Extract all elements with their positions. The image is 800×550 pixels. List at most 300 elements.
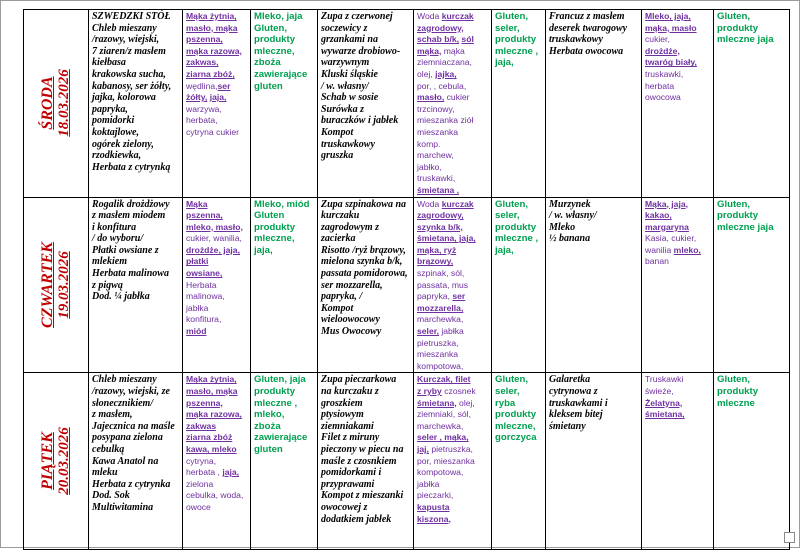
lunch-line: / w. własny/ bbox=[321, 80, 369, 92]
dinner-line: Mleko bbox=[549, 221, 576, 233]
lunch-line: passata pomidorowa, bbox=[321, 268, 408, 280]
allergen-line bbox=[417, 92, 488, 104]
allergen-text: mieszanka bbox=[417, 126, 459, 137]
allergen-line bbox=[186, 115, 247, 127]
lunch-cell bbox=[318, 373, 414, 550]
breakfast-line: ogórek zielony, bbox=[92, 138, 154, 150]
summary-line: gorczyca bbox=[495, 432, 537, 444]
allergen-text: olej, bbox=[456, 397, 475, 408]
allergen-line bbox=[417, 349, 488, 361]
breakfast-line: rzodkiewka, bbox=[92, 150, 142, 162]
summary-line: zboża bbox=[254, 57, 281, 69]
dinner-line: kleksem bitej bbox=[549, 409, 603, 421]
day-row bbox=[24, 197, 790, 373]
allergen-bold: mąka razowa, bbox=[186, 45, 242, 56]
day-date: 18.03.2026 bbox=[56, 69, 72, 137]
breakfast-line: Multiwitamina bbox=[92, 501, 154, 513]
allergen-bold: płatki bbox=[186, 256, 209, 267]
summary-line: Gluten, bbox=[717, 11, 751, 22]
allergen-line bbox=[417, 374, 488, 386]
allergen-bold: mozzarella, bbox=[417, 302, 464, 313]
allergen-line bbox=[186, 444, 247, 456]
allergen-bold: masło, mąka bbox=[186, 386, 238, 396]
dinner-line: Murzynek bbox=[549, 198, 591, 210]
lunch-line: ziemniakami bbox=[321, 420, 374, 432]
allergen-line bbox=[417, 409, 488, 421]
allergen-line bbox=[186, 81, 247, 93]
breakfast-allergens-cell bbox=[183, 197, 251, 373]
summary-line: produkty bbox=[254, 221, 296, 233]
allergen-line bbox=[417, 34, 488, 46]
allergen-line bbox=[645, 23, 710, 35]
allergen-bold: zakwas, bbox=[186, 57, 219, 68]
allergen-line bbox=[186, 23, 247, 35]
summary-line: mleczne jaja bbox=[717, 221, 774, 233]
allergen-bold: mąka razowa, bbox=[186, 409, 242, 420]
allergen-text: komp. bbox=[417, 138, 441, 149]
allergen-line bbox=[417, 291, 488, 303]
allergen-line bbox=[645, 81, 710, 93]
summary-line: Gluten, bbox=[495, 374, 529, 386]
lunch-allergens-cell bbox=[414, 197, 492, 373]
allergen-line bbox=[417, 479, 488, 491]
breakfast-line: pomidorki bbox=[92, 115, 135, 127]
dinner-line: truskawkowy bbox=[549, 34, 603, 46]
allergen-bold: śmietana, bbox=[417, 397, 457, 408]
breakfast-line: papryka, bbox=[92, 103, 128, 115]
day-cell bbox=[24, 197, 89, 373]
breakfast-line: Kawa Anatol na bbox=[92, 455, 159, 467]
allergen-line bbox=[186, 490, 247, 502]
lunch-line: papryka, / bbox=[321, 291, 363, 303]
breakfast-cell bbox=[89, 197, 183, 373]
lunch-allergen-summary-cell bbox=[492, 10, 546, 198]
allergen-line bbox=[186, 374, 247, 386]
allergen-line bbox=[417, 314, 488, 326]
breakfast-line: /razowy, wiejski, ze bbox=[92, 386, 170, 397]
lunch-line: Surówka z bbox=[321, 103, 365, 115]
allergen-bold: kurczak bbox=[441, 198, 474, 209]
allergen-line bbox=[417, 421, 488, 433]
allergen-line bbox=[186, 57, 247, 69]
allergen-bold: drożdże, jaja, bbox=[186, 244, 240, 255]
lunch-allergens-cell bbox=[414, 10, 492, 198]
summary-line: jaja, bbox=[254, 244, 273, 256]
allergen-line bbox=[186, 280, 247, 292]
allergen-line bbox=[417, 115, 488, 127]
allergen-text: por, , cebula, bbox=[417, 80, 467, 91]
allergen-line bbox=[417, 303, 488, 315]
allergen-text: jabłka bbox=[186, 302, 209, 313]
breakfast-line: z masłem miodem bbox=[92, 210, 166, 222]
breakfast-allergen-summary-cell bbox=[251, 197, 318, 373]
breakfast-line: Herbata z cytrynką bbox=[92, 161, 171, 173]
allergen-line bbox=[186, 502, 247, 514]
allergen-bold: żółty, bbox=[186, 92, 208, 103]
allergen-bold: pszenna, bbox=[186, 34, 223, 45]
allergen-line bbox=[417, 432, 488, 444]
allergen-bold: kurczak bbox=[441, 11, 474, 21]
allergen-text: mieszanka bbox=[417, 349, 459, 360]
allergen-text: czosnek bbox=[441, 386, 476, 396]
allergen-bold: brązowy, bbox=[417, 256, 454, 267]
allergen-line bbox=[417, 386, 488, 398]
allergen-text: truskawki, bbox=[645, 68, 684, 79]
allergen-text: papryka, bbox=[417, 291, 453, 302]
summary-line: Mleko, miód bbox=[254, 198, 310, 210]
lunch-allergens-cell bbox=[414, 373, 492, 550]
day-row bbox=[24, 10, 790, 198]
dinner-line: ½ banana bbox=[549, 233, 591, 245]
allergen-line bbox=[417, 233, 488, 245]
allergen-bold: zakwas bbox=[186, 420, 217, 431]
dinner-allergen-summary-cell bbox=[714, 197, 790, 373]
allergen-text: mąka bbox=[441, 45, 465, 56]
lunch-line: wieloowocowy bbox=[321, 314, 380, 326]
dinner-allergen-summary-cell bbox=[714, 373, 790, 550]
lunch-line: dodatkiem jabłek bbox=[321, 513, 392, 525]
allergen-line bbox=[417, 23, 488, 35]
summary-line: produkty bbox=[254, 386, 296, 397]
allergen-bold: ser bbox=[452, 291, 466, 302]
allergen-line bbox=[645, 199, 710, 211]
allergen-line bbox=[186, 69, 247, 81]
allergen-line bbox=[417, 127, 488, 139]
summary-line: seler, bbox=[495, 386, 520, 397]
allergen-bold: jaja, bbox=[209, 92, 227, 103]
breakfast-line: posypana zielona bbox=[92, 432, 163, 444]
lunch-line: Risotto /ryż brązowy, bbox=[321, 244, 406, 256]
allergen-bold: miód bbox=[186, 326, 207, 337]
breakfast-line: słonecznikiem/ bbox=[92, 397, 154, 409]
day-label bbox=[39, 428, 73, 496]
breakfast-cell bbox=[89, 10, 183, 198]
allergen-line bbox=[186, 222, 247, 234]
allergen-line bbox=[417, 185, 488, 197]
allergen-bold: jajka, bbox=[435, 68, 457, 79]
allergen-text: olej, bbox=[417, 68, 436, 79]
allergen-text: szpinak, sól, bbox=[417, 268, 465, 279]
summary-line: zboża bbox=[254, 420, 281, 432]
allergen-bold: kawa, mleko bbox=[186, 443, 237, 454]
allergen-text: pietruszka, bbox=[428, 443, 473, 454]
allergen-bold: schab b/k, bbox=[417, 34, 460, 45]
breakfast-line: SZWEDZKI STÓŁ bbox=[92, 11, 171, 22]
allergen-line bbox=[417, 361, 488, 373]
lunch-line: wywarze drobiowo- bbox=[321, 45, 401, 57]
allergen-line bbox=[417, 69, 488, 81]
allergen-line bbox=[645, 409, 710, 421]
allergen-line bbox=[417, 502, 488, 514]
allergen-text: herbata bbox=[645, 80, 675, 91]
allergen-text: cukier, bbox=[645, 34, 670, 45]
lunch-line: Kompot bbox=[321, 302, 354, 314]
allergen-bold: z ryby bbox=[417, 386, 442, 396]
allergen-line bbox=[417, 514, 488, 526]
allergen-text: świeże, bbox=[645, 386, 674, 396]
breakfast-line: i konfitura bbox=[92, 221, 137, 233]
summary-line: mleczne jaja bbox=[717, 34, 774, 46]
day-date: 20.03.2026 bbox=[56, 427, 72, 496]
summary-line: ryba bbox=[495, 397, 516, 409]
allergen-bold: twaróg biały, bbox=[645, 57, 697, 68]
breakfast-line: z pigwą bbox=[92, 279, 123, 291]
allergen-line bbox=[417, 444, 488, 456]
breakfast-line: z masłem, bbox=[92, 409, 133, 421]
lunch-allergen-summary-cell bbox=[492, 373, 546, 550]
summary-line: zawierające bbox=[254, 68, 308, 80]
breakfast-line: mleku bbox=[92, 467, 118, 479]
allergen-line bbox=[417, 326, 488, 338]
lunch-line: Mus Owocowy bbox=[321, 326, 382, 338]
allergen-bold: masło, bbox=[417, 92, 445, 103]
summary-line: mleczne, bbox=[254, 233, 295, 245]
breakfast-line: kabanosy, ser żółty, bbox=[92, 80, 172, 92]
lunch-line: Filet z miruny bbox=[321, 432, 380, 444]
allergen-bold: zagrodowy, bbox=[417, 210, 464, 221]
summary-line: Gluten, bbox=[254, 22, 288, 34]
menu-table bbox=[23, 9, 790, 550]
allergen-text: cukier bbox=[444, 92, 470, 103]
day-date: 19.03.2026 bbox=[56, 251, 72, 319]
allergen-bold: sól bbox=[461, 34, 474, 45]
breakfast-line: koktajlowe, bbox=[92, 126, 139, 138]
allergen-bold: masło, mąka bbox=[186, 22, 238, 33]
allergen-bold: śmietana , bbox=[417, 184, 460, 195]
allergen-line bbox=[186, 268, 247, 280]
allergen-text: pietruszka, bbox=[417, 337, 459, 348]
breakfast-allergens-cell bbox=[183, 373, 251, 550]
breakfast-line: Dod. Sok bbox=[92, 490, 130, 502]
allergen-line bbox=[417, 256, 488, 268]
lunch-line: Kompot bbox=[321, 126, 354, 138]
breakfast-allergen-summary-cell bbox=[251, 373, 318, 550]
allergen-line bbox=[417, 490, 488, 502]
allergen-text: jabłka bbox=[417, 478, 440, 489]
allergen-line bbox=[186, 398, 247, 410]
lunch-line: Schab w sosie bbox=[321, 92, 379, 104]
lunch-line: truskawkowy bbox=[321, 138, 375, 150]
allergen-line bbox=[186, 92, 247, 104]
allergen-bold: Mąka bbox=[186, 198, 208, 209]
lunch-line: gruszka bbox=[321, 150, 354, 162]
dinner-line: Herbata owocowa bbox=[549, 45, 624, 57]
summary-line: gluten bbox=[254, 80, 283, 92]
allergen-line bbox=[186, 210, 247, 222]
allergen-line bbox=[417, 150, 488, 162]
breakfast-allergens-cell bbox=[183, 10, 251, 198]
day-cell bbox=[24, 373, 89, 550]
lunch-line: soczewicy z bbox=[321, 22, 368, 34]
allergen-line bbox=[186, 104, 247, 116]
lunch-line: Kompot z mieszanki bbox=[321, 490, 404, 502]
summary-line: mleczne , bbox=[495, 45, 539, 57]
resize-corner bbox=[784, 532, 795, 543]
allergen-text: pieczarki, bbox=[417, 490, 454, 501]
allergen-text: Woda bbox=[417, 11, 442, 21]
allergen-bold: kakao, bbox=[645, 210, 672, 221]
allergen-text: wanilia bbox=[645, 244, 674, 255]
allergen-line bbox=[645, 69, 710, 81]
allergen-text: Truskawki bbox=[645, 374, 684, 385]
lunch-line: na kurczaku z bbox=[321, 386, 379, 397]
lunch-line: Kluski śląskie bbox=[321, 68, 378, 80]
allergen-bold: szynka b/k, bbox=[417, 221, 463, 232]
allergen-line bbox=[417, 81, 488, 93]
allergen-bold: pszenna, bbox=[186, 210, 223, 221]
allergen-bold: pszenna, bbox=[186, 397, 223, 408]
lunch-line: mielona szynka b/k, bbox=[321, 256, 403, 268]
allergen-line bbox=[417, 268, 488, 280]
allergen-text: trzcinowy, bbox=[417, 103, 455, 114]
lunch-line: ser mozzarella, bbox=[321, 279, 383, 291]
allergen-text: herbata, bbox=[186, 115, 218, 126]
allergen-bold: ziarna zbóż, bbox=[186, 68, 235, 79]
allergen-bold: mąka, bbox=[417, 45, 442, 56]
allergen-text: ziemniaczana, bbox=[417, 57, 472, 68]
summary-line: Gluten, bbox=[495, 11, 529, 22]
allergen-line bbox=[186, 421, 247, 433]
lunch-allergen-summary-cell bbox=[492, 197, 546, 373]
allergen-line bbox=[417, 338, 488, 350]
allergen-line bbox=[645, 398, 710, 410]
allergen-bold: ziarna zbóż bbox=[186, 432, 233, 443]
dinner-allergen-summary-cell bbox=[714, 10, 790, 198]
allergen-text: passata, mus bbox=[417, 279, 469, 290]
allergen-line bbox=[186, 199, 247, 211]
day-row bbox=[24, 373, 790, 550]
allergen-bold: Mleko, jaja, bbox=[645, 11, 691, 21]
allergen-text: konfitura, bbox=[186, 314, 222, 325]
allergen-text: cebulka, woda, bbox=[186, 490, 244, 501]
breakfast-line: mlekiem bbox=[92, 256, 127, 268]
allergen-line bbox=[186, 245, 247, 257]
allergen-line bbox=[417, 245, 488, 257]
breakfast-line: krakowska sucha, bbox=[92, 68, 166, 80]
allergen-text: owocowa bbox=[645, 92, 681, 103]
allergen-text: cytryna, bbox=[186, 455, 217, 466]
breakfast-line: Dod. ¼ jabłka bbox=[92, 291, 150, 303]
allergen-bold: Mąka żytnia, bbox=[186, 374, 237, 385]
summary-line: mleko, bbox=[254, 409, 285, 421]
allergen-bold: Żelatyna, bbox=[645, 397, 683, 408]
allergen-bold: śmietana, bbox=[645, 409, 685, 420]
breakfast-line: jajka, kolorowa bbox=[92, 92, 156, 104]
allergen-line bbox=[645, 374, 710, 386]
allergen-line bbox=[417, 210, 488, 222]
dinner-allergens-cell bbox=[642, 373, 714, 550]
allergen-line bbox=[645, 222, 710, 234]
allergen-line bbox=[186, 11, 247, 23]
lunch-line: Zupa szpinakowa na bbox=[321, 198, 407, 210]
allergen-bold: seler, bbox=[417, 326, 439, 337]
summary-line: produkty bbox=[717, 22, 759, 34]
allergen-line bbox=[417, 173, 488, 185]
allergen-line bbox=[645, 233, 710, 245]
allergen-line bbox=[417, 46, 488, 58]
allergen-text: banan bbox=[645, 256, 669, 267]
breakfast-allergen-summary-cell bbox=[251, 10, 318, 198]
lunch-line: buraczków i jabłek bbox=[321, 115, 399, 127]
dinner-line: Galaretka bbox=[549, 374, 591, 386]
breakfast-line: Chleb mieszany bbox=[92, 374, 157, 386]
allergen-line bbox=[417, 162, 488, 174]
allergen-bold: ser bbox=[217, 80, 231, 91]
allergen-text: marchew, bbox=[417, 150, 454, 161]
dinner-cell bbox=[546, 197, 642, 373]
allergen-line bbox=[645, 92, 710, 104]
allergen-text: mieszanka ziół bbox=[417, 115, 474, 126]
allergen-text: jabłko, bbox=[417, 161, 442, 172]
allergen-line bbox=[645, 245, 710, 257]
breakfast-line: cebulką bbox=[92, 443, 125, 455]
allergen-text: por, mieszanka bbox=[417, 455, 475, 466]
allergen-line bbox=[186, 127, 247, 139]
dinner-line: truskawkami i bbox=[549, 397, 608, 409]
breakfast-line: Herbata malinowa bbox=[92, 268, 169, 280]
lunch-cell bbox=[318, 197, 414, 373]
lunch-line: maśle z czosnkiem bbox=[321, 455, 397, 467]
breakfast-line: /razowy, wiejski, bbox=[92, 34, 160, 46]
summary-line: Gluten bbox=[254, 210, 285, 222]
breakfast-line: Chleb mieszany bbox=[92, 22, 157, 34]
dinner-line: Francuz z masłem bbox=[549, 11, 625, 22]
lunch-line: pieczony w piecu na bbox=[321, 443, 404, 455]
allergen-bold: mąka, masło bbox=[645, 22, 697, 33]
breakfast-line: 7 ziaren/z masłem bbox=[92, 45, 166, 57]
dinner-allergens-cell bbox=[642, 10, 714, 198]
dinner-line: / w. własny/ bbox=[549, 210, 597, 222]
allergen-line bbox=[417, 398, 488, 410]
summary-line: seler, bbox=[495, 210, 520, 222]
summary-line: produkty bbox=[254, 34, 296, 46]
allergen-bold: drożdże, bbox=[645, 45, 680, 56]
lunch-line: groszkiem bbox=[321, 397, 363, 409]
allergen-line bbox=[417, 467, 488, 479]
day-name: CZWARTEK bbox=[39, 241, 56, 328]
allergen-bold: Mąka żytnia, bbox=[186, 11, 237, 21]
allergen-text: Herbata bbox=[186, 279, 217, 290]
breakfast-line: Jajecznica na maśle bbox=[92, 420, 175, 432]
summary-line: gluten bbox=[254, 443, 283, 455]
allergen-line bbox=[645, 210, 710, 222]
allergen-bold: Mąka, jaja, bbox=[645, 198, 688, 209]
lunch-line: pomidorkami i bbox=[321, 467, 382, 479]
dinner-cell bbox=[546, 373, 642, 550]
allergen-bold: zagrodowy, bbox=[417, 22, 464, 33]
allergen-line bbox=[186, 326, 247, 338]
lunch-line: ptysiowym bbox=[321, 409, 364, 421]
allergen-text: Woda bbox=[417, 198, 442, 209]
summary-line: Gluten, bbox=[717, 198, 751, 210]
allergen-line bbox=[186, 303, 247, 315]
allergen-line bbox=[186, 256, 247, 268]
allergen-line bbox=[186, 467, 247, 479]
day-cell bbox=[24, 10, 89, 198]
lunch-line: warzywnym bbox=[321, 57, 370, 69]
allergen-text: Kasia, cukier, bbox=[645, 233, 697, 244]
lunch-line: Zupa pieczarkowa bbox=[321, 374, 397, 386]
summary-line: jaja, bbox=[495, 57, 514, 69]
allergen-text: zielona bbox=[186, 478, 214, 489]
allergen-line bbox=[186, 432, 247, 444]
allergen-line bbox=[417, 57, 488, 69]
allergen-bold: kapusta bbox=[417, 501, 450, 512]
summary-line: Gluten, bbox=[495, 198, 529, 210]
summary-line: mleczne, bbox=[495, 420, 536, 432]
allergen-text: herbata , bbox=[186, 467, 223, 478]
allergen-bold: seler , mąka, bbox=[417, 432, 469, 443]
